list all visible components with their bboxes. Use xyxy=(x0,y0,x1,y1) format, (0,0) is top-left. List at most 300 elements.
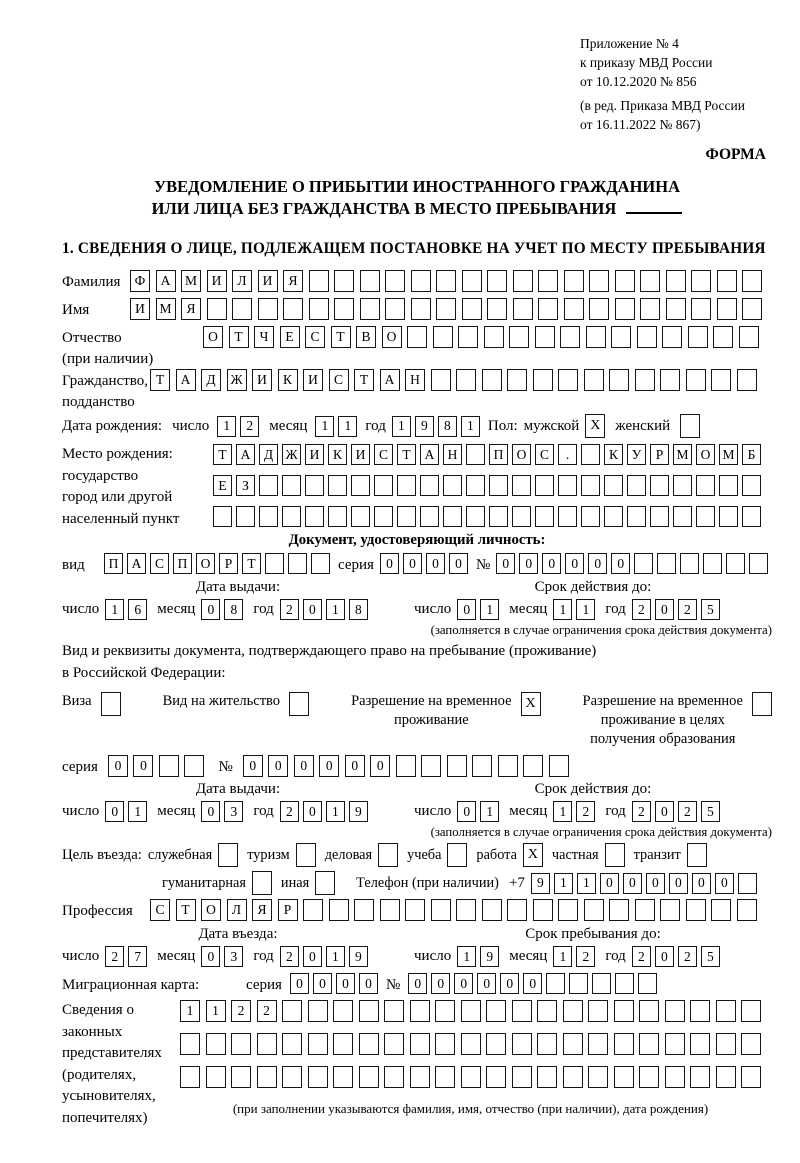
purpose-transit-checkbox[interactable] xyxy=(687,843,707,867)
char-cell[interactable]: 0 xyxy=(600,873,619,894)
sex-female-checkbox[interactable] xyxy=(680,414,700,438)
char-cell[interactable] xyxy=(662,326,682,348)
char-cell[interactable] xyxy=(564,298,584,320)
purpose-humanitarian-checkbox[interactable] xyxy=(252,871,272,895)
char-cell[interactable]: О xyxy=(512,444,531,465)
char-cell[interactable]: 7 xyxy=(128,946,147,967)
char-cell[interactable]: 2 xyxy=(678,801,697,822)
char-cell[interactable] xyxy=(206,1066,226,1088)
char-cell[interactable] xyxy=(615,298,635,320)
char-cell[interactable] xyxy=(384,1066,404,1088)
char-cell[interactable] xyxy=(433,326,453,348)
char-cell[interactable]: 0 xyxy=(655,801,674,822)
char-cell[interactable]: 9 xyxy=(349,946,368,967)
char-cell[interactable] xyxy=(589,270,609,292)
char-cell[interactable] xyxy=(472,755,492,777)
char-cell[interactable] xyxy=(535,475,554,496)
char-cell[interactable] xyxy=(592,973,611,994)
char-cell[interactable] xyxy=(665,1000,685,1022)
char-cell[interactable] xyxy=(563,1033,583,1055)
char-cell[interactable]: Т xyxy=(150,369,170,391)
char-cell[interactable]: 2 xyxy=(632,946,651,967)
purpose-other-checkbox[interactable] xyxy=(315,871,335,895)
char-cell[interactable]: 8 xyxy=(349,599,368,620)
char-cell[interactable] xyxy=(309,270,329,292)
char-cell[interactable] xyxy=(696,475,715,496)
char-cell[interactable]: 0 xyxy=(715,873,734,894)
char-cell[interactable] xyxy=(421,755,441,777)
char-cell[interactable]: О xyxy=(696,444,715,465)
char-cell[interactable]: Т xyxy=(176,899,196,921)
char-cell[interactable] xyxy=(665,1066,685,1088)
char-cell[interactable] xyxy=(305,475,324,496)
char-cell[interactable] xyxy=(614,1000,634,1022)
char-cell[interactable]: В xyxy=(356,326,376,348)
char-cell[interactable]: 0 xyxy=(449,553,468,574)
char-cell[interactable]: 0 xyxy=(431,973,450,994)
char-cell[interactable]: 0 xyxy=(477,973,496,994)
char-cell[interactable] xyxy=(589,298,609,320)
char-cell[interactable]: А xyxy=(127,553,146,574)
char-cell[interactable] xyxy=(512,1000,532,1022)
char-cell[interactable] xyxy=(512,475,531,496)
char-cell[interactable] xyxy=(635,899,655,921)
char-cell[interactable]: И xyxy=(207,270,227,292)
char-cell[interactable] xyxy=(184,755,204,777)
char-cell[interactable]: М xyxy=(719,444,738,465)
char-cell[interactable] xyxy=(420,506,439,527)
char-cell[interactable]: О xyxy=(196,553,215,574)
char-cell[interactable] xyxy=(456,899,476,921)
char-cell[interactable] xyxy=(711,369,731,391)
char-cell[interactable]: 1 xyxy=(576,599,595,620)
char-cell[interactable]: 0 xyxy=(500,973,519,994)
temp-residence-edu-checkbox[interactable] xyxy=(752,692,772,716)
char-cell[interactable]: 9 xyxy=(480,946,499,967)
char-cell[interactable] xyxy=(690,1000,710,1022)
char-cell[interactable] xyxy=(258,298,278,320)
char-cell[interactable] xyxy=(180,1033,200,1055)
char-cell[interactable] xyxy=(482,369,502,391)
char-cell[interactable] xyxy=(397,506,416,527)
char-cell[interactable]: М xyxy=(156,298,176,320)
char-cell[interactable] xyxy=(726,553,745,574)
char-cell[interactable]: П xyxy=(104,553,123,574)
char-cell[interactable] xyxy=(627,506,646,527)
char-cell[interactable] xyxy=(410,1066,430,1088)
char-cell[interactable] xyxy=(549,755,569,777)
char-cell[interactable] xyxy=(717,298,737,320)
temp-residence-checkbox[interactable]: X xyxy=(521,692,541,716)
char-cell[interactable] xyxy=(236,506,255,527)
char-cell[interactable]: 5 xyxy=(701,599,720,620)
char-cell[interactable] xyxy=(407,326,427,348)
char-cell[interactable] xyxy=(461,1033,481,1055)
char-cell[interactable] xyxy=(374,506,393,527)
char-cell[interactable]: 0 xyxy=(588,553,607,574)
char-cell[interactable]: Ж xyxy=(282,444,301,465)
char-cell[interactable] xyxy=(461,1066,481,1088)
char-cell[interactable]: 1 xyxy=(480,801,499,822)
char-cell[interactable]: 5 xyxy=(701,801,720,822)
char-cell[interactable] xyxy=(665,1033,685,1055)
char-cell[interactable]: Т xyxy=(331,326,351,348)
char-cell[interactable]: Р xyxy=(278,899,298,921)
char-cell[interactable] xyxy=(680,553,699,574)
char-cell[interactable] xyxy=(487,270,507,292)
sex-male-checkbox[interactable]: X xyxy=(585,414,605,438)
char-cell[interactable]: 0 xyxy=(105,801,124,822)
char-cell[interactable]: Д xyxy=(259,444,278,465)
char-cell[interactable] xyxy=(640,298,660,320)
char-cell[interactable] xyxy=(456,369,476,391)
char-cell[interactable]: И xyxy=(130,298,150,320)
char-cell[interactable] xyxy=(523,755,543,777)
char-cell[interactable] xyxy=(546,973,565,994)
char-cell[interactable] xyxy=(703,553,722,574)
char-cell[interactable] xyxy=(533,899,553,921)
char-cell[interactable] xyxy=(558,899,578,921)
char-cell[interactable]: 0 xyxy=(611,553,630,574)
char-cell[interactable]: 2 xyxy=(240,416,259,437)
char-cell[interactable]: 1 xyxy=(457,946,476,967)
char-cell[interactable] xyxy=(537,1066,557,1088)
char-cell[interactable] xyxy=(282,1066,302,1088)
char-cell[interactable]: 1 xyxy=(315,416,334,437)
char-cell[interactable]: 0 xyxy=(408,973,427,994)
char-cell[interactable] xyxy=(640,270,660,292)
char-cell[interactable]: 6 xyxy=(128,599,147,620)
char-cell[interactable] xyxy=(359,1066,379,1088)
char-cell[interactable]: Я xyxy=(181,298,201,320)
char-cell[interactable] xyxy=(535,506,554,527)
char-cell[interactable]: К xyxy=(278,369,298,391)
char-cell[interactable]: С xyxy=(150,553,169,574)
char-cell[interactable]: И xyxy=(252,369,272,391)
char-cell[interactable] xyxy=(581,506,600,527)
char-cell[interactable] xyxy=(690,1033,710,1055)
purpose-work-checkbox[interactable]: X xyxy=(523,843,543,867)
char-cell[interactable]: 0 xyxy=(345,755,365,777)
char-cell[interactable] xyxy=(396,755,416,777)
char-cell[interactable]: 3 xyxy=(224,946,243,967)
char-cell[interactable]: 0 xyxy=(426,553,445,574)
char-cell[interactable] xyxy=(584,369,604,391)
char-cell[interactable] xyxy=(231,1033,251,1055)
char-cell[interactable] xyxy=(431,899,451,921)
char-cell[interactable] xyxy=(489,506,508,527)
char-cell[interactable] xyxy=(558,369,578,391)
char-cell[interactable] xyxy=(354,899,374,921)
char-cell[interactable] xyxy=(333,1000,353,1022)
char-cell[interactable] xyxy=(309,298,329,320)
char-cell[interactable] xyxy=(564,270,584,292)
char-cell[interactable] xyxy=(466,475,485,496)
char-cell[interactable] xyxy=(333,1033,353,1055)
purpose-official-checkbox[interactable] xyxy=(218,843,238,867)
char-cell[interactable]: У xyxy=(627,444,646,465)
char-cell[interactable] xyxy=(507,899,527,921)
char-cell[interactable] xyxy=(487,298,507,320)
char-cell[interactable] xyxy=(308,1033,328,1055)
char-cell[interactable]: 0 xyxy=(370,755,390,777)
char-cell[interactable]: 0 xyxy=(454,973,473,994)
char-cell[interactable]: О xyxy=(382,326,402,348)
char-cell[interactable]: 0 xyxy=(294,755,314,777)
char-cell[interactable] xyxy=(533,369,553,391)
char-cell[interactable]: 2 xyxy=(678,946,697,967)
char-cell[interactable] xyxy=(486,1066,506,1088)
char-cell[interactable] xyxy=(742,475,761,496)
char-cell[interactable] xyxy=(639,1000,659,1022)
char-cell[interactable]: М xyxy=(181,270,201,292)
char-cell[interactable] xyxy=(512,1066,532,1088)
char-cell[interactable] xyxy=(435,1066,455,1088)
char-cell[interactable] xyxy=(558,506,577,527)
char-cell[interactable]: Л xyxy=(227,899,247,921)
char-cell[interactable] xyxy=(360,298,380,320)
char-cell[interactable] xyxy=(563,1000,583,1022)
char-cell[interactable] xyxy=(207,298,227,320)
char-cell[interactable] xyxy=(435,1000,455,1022)
char-cell[interactable]: 0 xyxy=(519,553,538,574)
char-cell[interactable] xyxy=(462,298,482,320)
char-cell[interactable] xyxy=(257,1033,277,1055)
char-cell[interactable] xyxy=(411,298,431,320)
char-cell[interactable] xyxy=(405,899,425,921)
char-cell[interactable] xyxy=(411,270,431,292)
char-cell[interactable] xyxy=(213,506,232,527)
char-cell[interactable]: 1 xyxy=(553,946,572,967)
char-cell[interactable]: 0 xyxy=(290,973,309,994)
char-cell[interactable]: 2 xyxy=(576,946,595,967)
char-cell[interactable]: 2 xyxy=(231,1000,251,1022)
char-cell[interactable] xyxy=(259,475,278,496)
char-cell[interactable] xyxy=(231,1066,251,1088)
char-cell[interactable] xyxy=(560,326,580,348)
char-cell[interactable]: 2 xyxy=(257,1000,277,1022)
char-cell[interactable] xyxy=(329,899,349,921)
char-cell[interactable] xyxy=(265,553,284,574)
char-cell[interactable] xyxy=(666,270,686,292)
char-cell[interactable]: А xyxy=(420,444,439,465)
char-cell[interactable] xyxy=(609,899,629,921)
char-cell[interactable]: Я xyxy=(252,899,272,921)
char-cell[interactable]: 1 xyxy=(461,416,480,437)
char-cell[interactable] xyxy=(741,1066,761,1088)
char-cell[interactable] xyxy=(563,1066,583,1088)
char-cell[interactable]: Н xyxy=(405,369,425,391)
char-cell[interactable] xyxy=(716,1066,736,1088)
char-cell[interactable]: З xyxy=(236,475,255,496)
char-cell[interactable]: 0 xyxy=(201,946,220,967)
char-cell[interactable] xyxy=(588,1066,608,1088)
char-cell[interactable] xyxy=(410,1000,430,1022)
char-cell[interactable] xyxy=(535,326,555,348)
char-cell[interactable] xyxy=(742,270,762,292)
char-cell[interactable] xyxy=(420,475,439,496)
char-cell[interactable]: 8 xyxy=(438,416,457,437)
char-cell[interactable] xyxy=(288,553,307,574)
char-cell[interactable] xyxy=(691,298,711,320)
char-cell[interactable]: 0 xyxy=(646,873,665,894)
char-cell[interactable] xyxy=(443,475,462,496)
char-cell[interactable]: 1 xyxy=(128,801,147,822)
char-cell[interactable]: 0 xyxy=(243,755,263,777)
char-cell[interactable] xyxy=(627,475,646,496)
char-cell[interactable] xyxy=(380,899,400,921)
char-cell[interactable]: Б xyxy=(742,444,761,465)
char-cell[interactable]: Е xyxy=(280,326,300,348)
char-cell[interactable] xyxy=(713,326,733,348)
char-cell[interactable] xyxy=(384,1000,404,1022)
char-cell[interactable] xyxy=(737,899,757,921)
char-cell[interactable]: 0 xyxy=(457,801,476,822)
char-cell[interactable] xyxy=(741,1033,761,1055)
char-cell[interactable]: С xyxy=(329,369,349,391)
char-cell[interactable] xyxy=(328,475,347,496)
char-cell[interactable]: 1 xyxy=(553,801,572,822)
char-cell[interactable]: 0 xyxy=(133,755,153,777)
char-cell[interactable] xyxy=(538,270,558,292)
char-cell[interactable]: 0 xyxy=(336,973,355,994)
char-cell[interactable] xyxy=(635,369,655,391)
char-cell[interactable] xyxy=(334,298,354,320)
char-cell[interactable]: 9 xyxy=(531,873,550,894)
char-cell[interactable]: 0 xyxy=(303,599,322,620)
char-cell[interactable]: Р xyxy=(650,444,669,465)
visa-checkbox[interactable] xyxy=(101,692,121,716)
char-cell[interactable] xyxy=(639,1066,659,1088)
char-cell[interactable]: 8 xyxy=(224,599,243,620)
char-cell[interactable] xyxy=(305,506,324,527)
char-cell[interactable] xyxy=(282,1033,302,1055)
char-cell[interactable]: 1 xyxy=(338,416,357,437)
char-cell[interactable]: 0 xyxy=(319,755,339,777)
char-cell[interactable]: 2 xyxy=(576,801,595,822)
char-cell[interactable] xyxy=(359,1033,379,1055)
char-cell[interactable] xyxy=(384,1033,404,1055)
char-cell[interactable]: 0 xyxy=(655,946,674,967)
char-cell[interactable] xyxy=(719,475,738,496)
char-cell[interactable]: Е xyxy=(213,475,232,496)
char-cell[interactable]: 0 xyxy=(268,755,288,777)
char-cell[interactable]: С xyxy=(374,444,393,465)
char-cell[interactable]: 2 xyxy=(280,599,299,620)
char-cell[interactable]: Ч xyxy=(254,326,274,348)
char-cell[interactable] xyxy=(328,506,347,527)
char-cell[interactable] xyxy=(509,326,529,348)
char-cell[interactable]: 0 xyxy=(108,755,128,777)
char-cell[interactable]: 0 xyxy=(457,599,476,620)
purpose-study-checkbox[interactable] xyxy=(447,843,467,867)
char-cell[interactable] xyxy=(206,1033,226,1055)
char-cell[interactable] xyxy=(498,755,518,777)
char-cell[interactable] xyxy=(257,1066,277,1088)
char-cell[interactable] xyxy=(359,1000,379,1022)
char-cell[interactable] xyxy=(374,475,393,496)
char-cell[interactable]: 2 xyxy=(280,801,299,822)
char-cell[interactable] xyxy=(717,270,737,292)
char-cell[interactable] xyxy=(410,1033,430,1055)
char-cell[interactable] xyxy=(650,506,669,527)
char-cell[interactable] xyxy=(507,369,527,391)
char-cell[interactable] xyxy=(581,444,600,465)
char-cell[interactable] xyxy=(447,755,467,777)
char-cell[interactable] xyxy=(738,873,757,894)
char-cell[interactable]: 9 xyxy=(415,416,434,437)
char-cell[interactable]: 1 xyxy=(180,1000,200,1022)
char-cell[interactable]: И xyxy=(305,444,324,465)
char-cell[interactable]: 3 xyxy=(224,801,243,822)
char-cell[interactable] xyxy=(431,369,451,391)
char-cell[interactable] xyxy=(604,475,623,496)
char-cell[interactable] xyxy=(569,973,588,994)
char-cell[interactable]: 1 xyxy=(553,599,572,620)
char-cell[interactable] xyxy=(282,1000,302,1022)
char-cell[interactable] xyxy=(634,553,653,574)
char-cell[interactable] xyxy=(742,506,761,527)
char-cell[interactable] xyxy=(537,1033,557,1055)
char-cell[interactable] xyxy=(696,506,715,527)
char-cell[interactable]: Д xyxy=(201,369,221,391)
char-cell[interactable]: 1 xyxy=(206,1000,226,1022)
char-cell[interactable] xyxy=(512,1033,532,1055)
char-cell[interactable]: 0 xyxy=(542,553,561,574)
char-cell[interactable]: А xyxy=(236,444,255,465)
char-cell[interactable]: 0 xyxy=(655,599,674,620)
char-cell[interactable]: 1 xyxy=(554,873,573,894)
char-cell[interactable] xyxy=(657,553,676,574)
char-cell[interactable]: Ф xyxy=(130,270,150,292)
char-cell[interactable]: 0 xyxy=(623,873,642,894)
char-cell[interactable] xyxy=(259,506,278,527)
char-cell[interactable] xyxy=(660,899,680,921)
char-cell[interactable] xyxy=(180,1066,200,1088)
char-cell[interactable]: . xyxy=(558,444,577,465)
char-cell[interactable] xyxy=(333,1066,353,1088)
char-cell[interactable] xyxy=(308,1000,328,1022)
char-cell[interactable]: 2 xyxy=(105,946,124,967)
char-cell[interactable] xyxy=(282,506,301,527)
char-cell[interactable] xyxy=(436,298,456,320)
char-cell[interactable] xyxy=(466,506,485,527)
char-cell[interactable] xyxy=(588,1000,608,1022)
char-cell[interactable] xyxy=(512,506,531,527)
char-cell[interactable]: И xyxy=(351,444,370,465)
char-cell[interactable] xyxy=(482,899,502,921)
char-cell[interactable] xyxy=(334,270,354,292)
char-cell[interactable]: 9 xyxy=(349,801,368,822)
char-cell[interactable] xyxy=(385,298,405,320)
char-cell[interactable]: Т xyxy=(397,444,416,465)
char-cell[interactable]: 0 xyxy=(303,946,322,967)
char-cell[interactable] xyxy=(638,973,657,994)
char-cell[interactable]: 2 xyxy=(678,599,697,620)
char-cell[interactable] xyxy=(639,1033,659,1055)
char-cell[interactable]: О xyxy=(201,899,221,921)
char-cell[interactable] xyxy=(749,553,768,574)
char-cell[interactable] xyxy=(686,369,706,391)
char-cell[interactable] xyxy=(584,899,604,921)
char-cell[interactable] xyxy=(716,1033,736,1055)
char-cell[interactable] xyxy=(637,326,657,348)
char-cell[interactable]: С xyxy=(535,444,554,465)
char-cell[interactable] xyxy=(614,1066,634,1088)
char-cell[interactable] xyxy=(719,506,738,527)
purpose-private-checkbox[interactable] xyxy=(605,843,625,867)
char-cell[interactable]: 2 xyxy=(632,801,651,822)
